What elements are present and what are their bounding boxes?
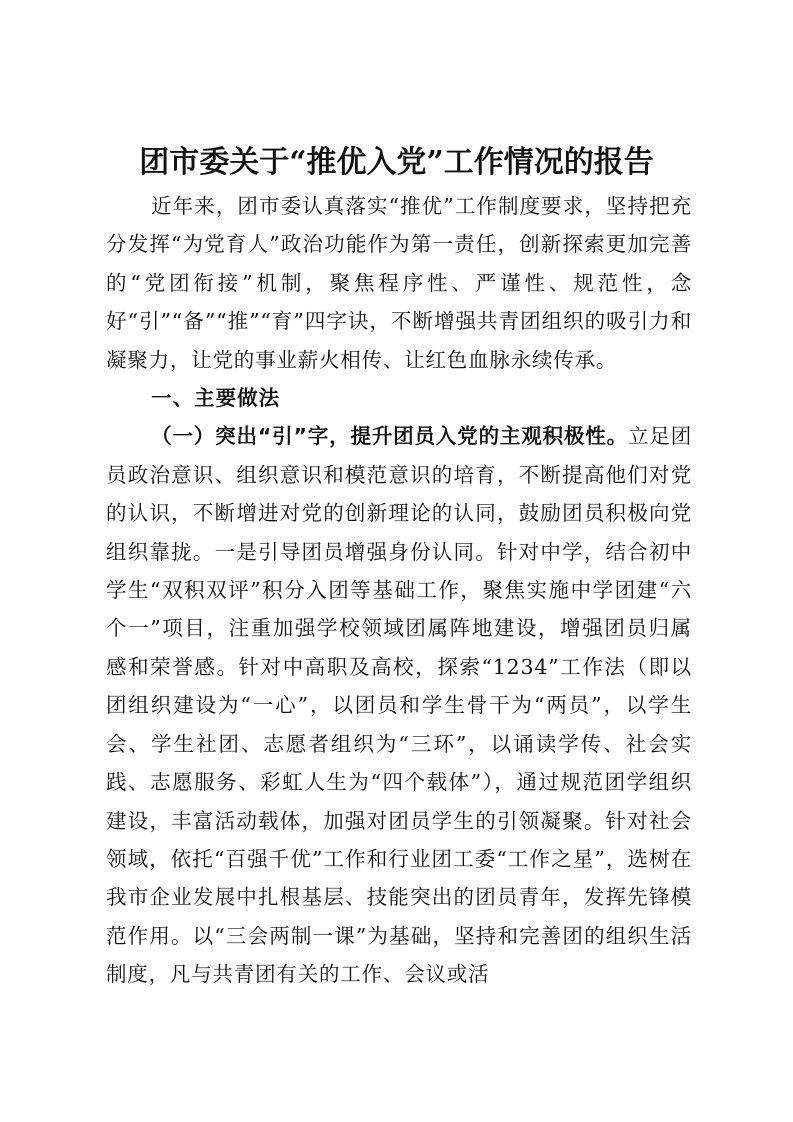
document-title: 团市委关于“推优入党”工作情况的报告 — [139, 145, 654, 180]
document-body — [106, 187, 692, 994]
section-heading: 一、主要做法 — [151, 386, 281, 411]
subsection-paragraph — [106, 417, 692, 993]
intro-paragraph: 近年来，团市委认真落实“推优”工作制度要求，坚持把充分发挥“为党育人”政治功能作为第一责任，创新探索更加完善的“党团衔接”机制，聚焦程序性、严谨性、规范性，念好“引”“备”“推”“育”四字诀，不断增强共青团组织的吸引力和凝聚力，让党的事业薪火相传、让红色血脉永续传承。 — [106, 194, 692, 372]
subsection-lead: （一）突出“引”字，提升团员入党的主观积极性。 — [151, 424, 628, 449]
subsection-body: 立足团员政治意识、组织意识和模范意识的培育，不断提高他们对党的认识，不断增进对党的创新理论的认同，鼓励团员积极向党组织靠拢。一是引导团员增强身份认同。针对中学，结合初中学生“双积双评”积分入团等基础工作，聚焦实施中学团建“六个一”项目，注重加强学校领域团属阵地建设，增强团员归属感和荣誉感。针对中高职及高校，探索“1234”工作法（即以团组织建设为“一心”，以团员和学生骨干为“两员”，以学生会、学生社团、志愿者组织为“三环”，以诵读学传、社会实践、志愿服务、彩虹人生为“四个载体”），通过规范团学组织建设，丰富活动载体，加强对团员学生的引领凝聚。针对社会领域，依托“百强千优”工作和行业团工委“工作之星”，选树在我市企业发展中扎根基层、技能突出的团员青年，发挥先锋模范作用。以“三会两制一课”为基础，坚持和完善团的组织生活制度，凡与共青团有关的工作、会议或活 — [106, 424, 692, 987]
